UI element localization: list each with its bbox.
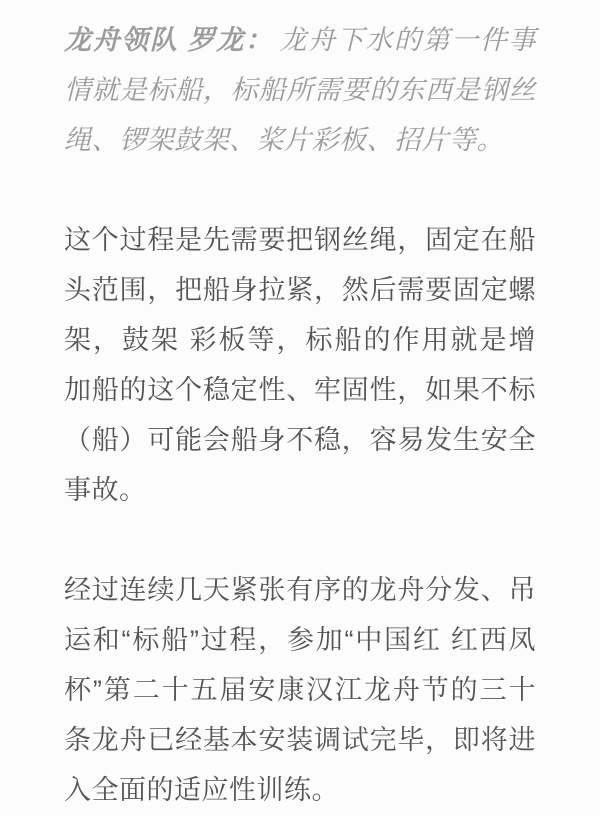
body-paragraph: 这个过程是先需要把钢丝绳，固定在船头范围，把船身拉紧，然后需要固定螺架，鼓架 彩板等，标船的作用就是增加船的这个稳定性、牢固性，如果不标（船）可能会船身不稳，容易发生安全事故。 — [64, 225, 536, 505]
quote-text: 龙舟下水的第一件事情就是标船，标船所需要的东西是钢丝绳、锣架鼓架、桨片彩板、招片等。 — [64, 25, 536, 155]
body-paragraph: 经过连续几天紧张有序的龙舟分发、吊运和“标船”过程，参加“中国红 红西凤杯”第二十五届安康汉江龙舟节的三十条龙舟已经基本安装调试完毕，即将进入全面的适应性训练。 — [64, 575, 536, 805]
quote-paragraph — [64, 15, 536, 165]
quote-speaker: 龙舟领队 罗龙： — [64, 25, 274, 55]
